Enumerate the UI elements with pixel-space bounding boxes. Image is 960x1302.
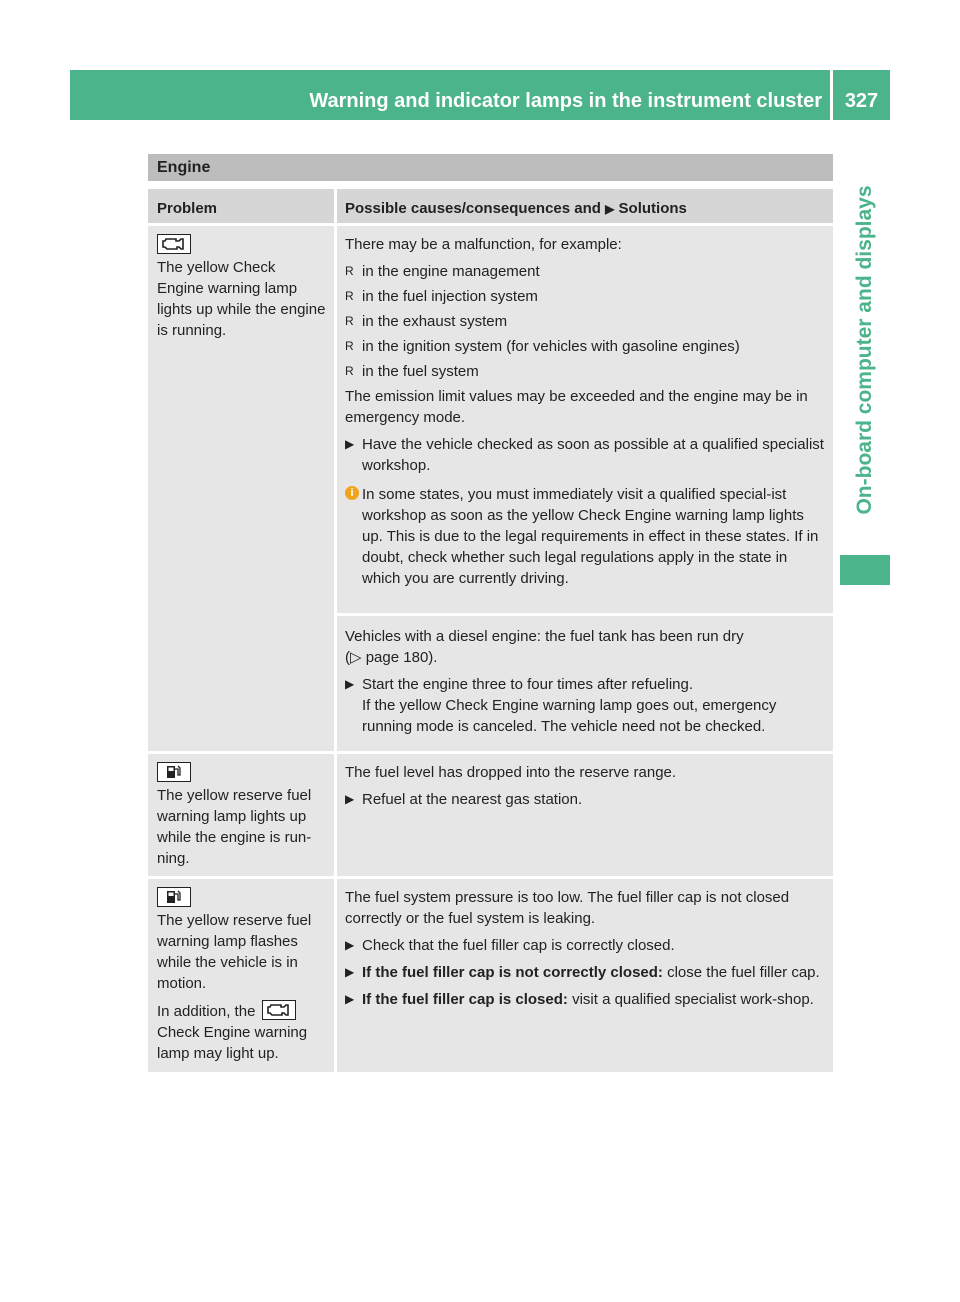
fuel-reserve-icon xyxy=(157,887,191,907)
info-note: i In some states, you must immediately visit a qualified special-ist workshop as soon as the yellow Check Engine warning lamp lights up. This is due to the legal requirements in effect in these states. If in doubt, check whether such legal regulations apply in the state in which you are currently driving. xyxy=(345,484,826,589)
solution-cell xyxy=(337,879,833,1072)
action-step: ▶ Refuel at the nearest gas station. xyxy=(345,791,583,808)
table-row xyxy=(148,226,833,751)
side-tab-block xyxy=(840,555,890,585)
engine-table xyxy=(148,189,833,1075)
section-title: Engine xyxy=(148,154,833,181)
problem-cell xyxy=(148,879,334,1072)
problem-text: The yellow Check Engine warning lamp lights up while the engine is running. xyxy=(157,259,326,339)
cause-text: The fuel level has dropped into the reserve range. xyxy=(345,764,677,781)
table-header-row xyxy=(148,189,833,223)
action-arrow-icon: ▶ xyxy=(345,965,355,979)
side-tab xyxy=(840,160,890,540)
page-number: 327 xyxy=(833,70,890,120)
diesel-intro: Vehicles with a diesel engine: the fuel tank has been run dry (▷ page 180). xyxy=(345,628,744,666)
problem-cell xyxy=(148,754,334,876)
column-header-problem: Problem xyxy=(148,189,334,223)
consequence-text: The emission limit values may be exceeded and the engine may be in emergency mode. xyxy=(345,388,808,426)
info-icon: i xyxy=(345,486,359,500)
side-tab-label: On-board computer and displays xyxy=(853,185,876,515)
table-row xyxy=(148,879,833,1072)
problem-text-extra: In addition, the Check Engine warning lamp may light up. xyxy=(157,1000,326,1064)
action-step: ▶ If the fuel filler cap is closed: visit a qualified specialist work-shop. xyxy=(345,991,814,1008)
action-arrow-icon: ▶ xyxy=(345,677,355,691)
page-header-title: Warning and indicator lamps in the instrument cluster xyxy=(309,90,822,112)
fuel-reserve-icon xyxy=(157,762,191,782)
problem-cell xyxy=(148,226,334,751)
list-item: R in the fuel system xyxy=(345,363,479,380)
column-header-solutions: Possible causes/consequences and ▶ Solutions xyxy=(337,189,833,223)
action-step: ▶ If the fuel filler cap is not correctly closed: close the fuel filler cap. xyxy=(345,964,820,981)
arrow-right-icon: ▶ xyxy=(605,202,615,216)
action-arrow-icon: ▶ xyxy=(345,992,355,1006)
list-item: R in the engine management xyxy=(345,263,540,280)
solution-cell xyxy=(337,226,833,751)
action-step: ▶ Have the vehicle checked as soon as possible at a qualified specialist workshop. xyxy=(345,436,824,474)
problem-text: The yellow reserve fuel warning lamp flashes while the vehicle is in motion. xyxy=(157,912,312,992)
list-item: R in the fuel injection system xyxy=(345,288,538,305)
list-item: R in the exhaust system xyxy=(345,313,508,330)
problem-text: The yellow reserve fuel warning lamp lights up while the engine is run-ning. xyxy=(157,787,312,867)
action-step: ▶ Start the engine three to four times after refueling. If the yellow Check Engine warning lamp goes out, emergency running mode is canceled. The vehicle need not be checked. xyxy=(345,676,777,735)
action-arrow-icon: ▶ xyxy=(345,792,355,806)
check-engine-icon xyxy=(157,234,191,254)
list-item: R in the ignition system (for vehicles with gasoline engines) xyxy=(345,338,740,355)
action-arrow-icon: ▶ xyxy=(345,938,355,952)
cause-intro: There may be a malfunction, for example: xyxy=(345,236,622,253)
action-arrow-icon: ▶ xyxy=(345,437,355,451)
check-engine-icon xyxy=(262,1000,296,1020)
table-row xyxy=(148,754,833,876)
solution-cell xyxy=(337,754,833,876)
cause-text: The fuel system pressure is too low. The fuel filler cap is not closed correctly or the fuel system is leaking. xyxy=(345,889,790,927)
action-step: ▶ Check that the fuel filler cap is correctly closed. xyxy=(345,937,675,954)
